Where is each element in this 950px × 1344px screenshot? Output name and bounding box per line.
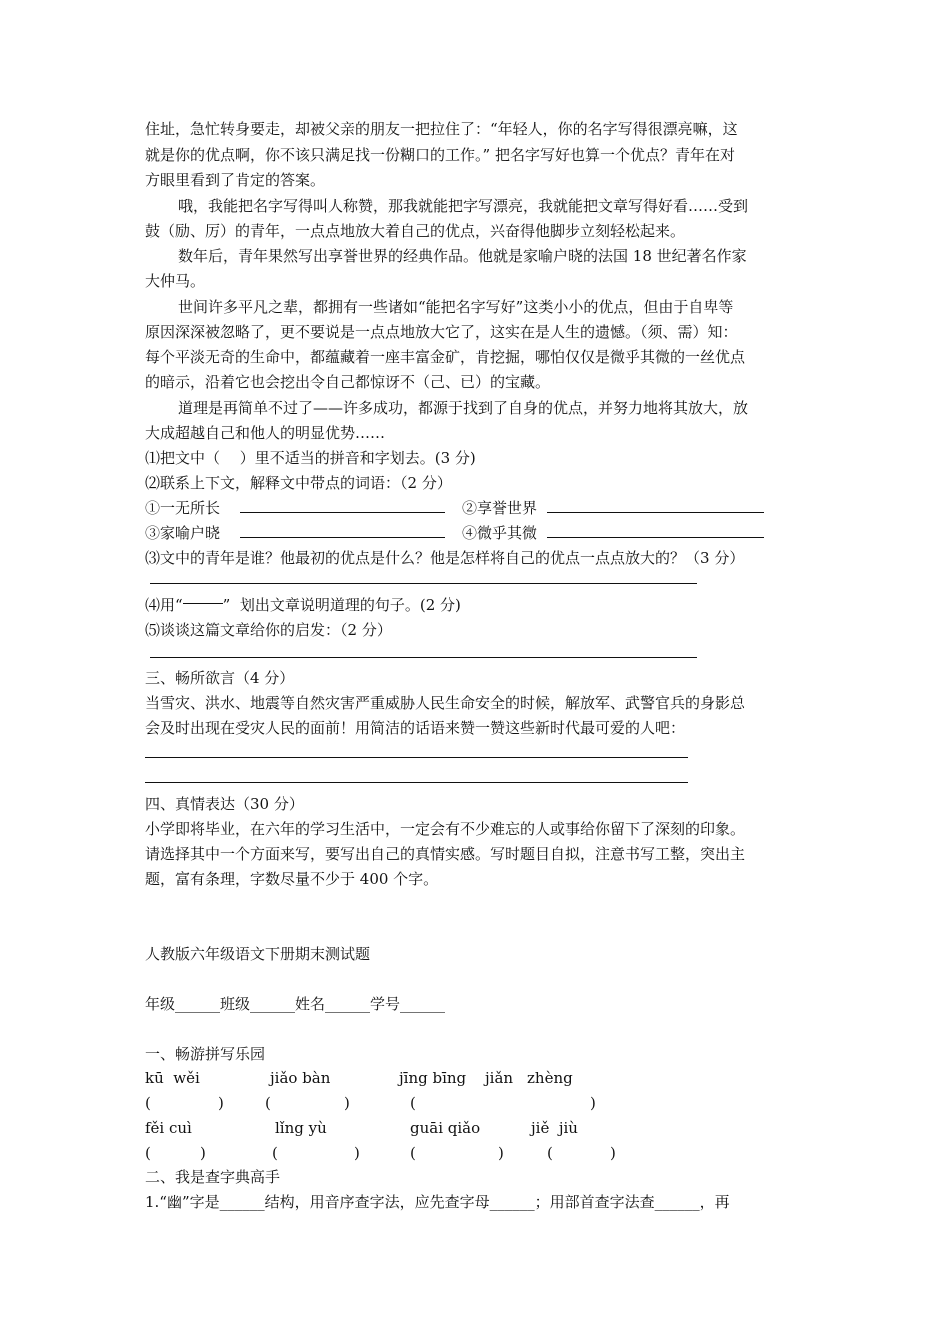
passage-line: 道理是再简单不过了——许多成功，都源于找到了自身的优点，并努力地将其放大，放 (178, 399, 749, 417)
passage-line: 每个平淡无奇的生命中，都蕴藏着一座丰富金矿，肯挖掘，哪怕仅仅是微乎其微的一丝优点 (145, 348, 746, 366)
pinyin-item: fěi cuì (145, 1119, 192, 1137)
passage-line: 就是你的优点啊，你不该只满足找一份糊口的工作。” 把名字写好也算一个优点？青年在对 (145, 146, 735, 164)
question-3: ⑶文中的青年是谁？他最初的优点是什么？他是怎样将自己的优点一点点放大的？（3 分） (145, 549, 745, 567)
exam-info-line: 年级______班级______姓名______学号______ (145, 995, 446, 1013)
paren-close: ) (498, 1144, 504, 1162)
section-3-title: 三、畅所欲言（4 分） (145, 669, 295, 687)
answer-blank-q5[interactable] (150, 657, 697, 658)
passage-line: 大成超越自己和他人的明显优势…… (145, 424, 386, 442)
passage-line: 大仲马。 (145, 272, 206, 290)
paren-close: ) (590, 1094, 596, 1112)
question-4 (145, 595, 461, 615)
answer-blank-word-3[interactable] (240, 537, 445, 538)
paren-close: ) (200, 1144, 206, 1162)
paren-open: ( (410, 1094, 416, 1112)
word-3: ③家喻户晓 (145, 524, 221, 542)
section-4-title: 四、真情表达（30 分） (145, 795, 304, 813)
section-3-line: 会及时出现在受灾人民的面前！用简洁的话语来赞一赞这些新时代最可爱的人吧： (145, 719, 686, 737)
word-1: ①一无所长 (145, 499, 221, 517)
pinyin-item: kū wěi (145, 1069, 200, 1087)
paren-close: ) (354, 1144, 360, 1162)
question-2: ⑵联系上下文，解释文中带点的词语：（2 分） (145, 474, 452, 492)
pinyin-item: lǐng yù (275, 1119, 327, 1137)
q4-suffix: ” 划出文章说明道理的句子。(2 分) (222, 596, 461, 614)
paren-open: ( (272, 1144, 278, 1162)
paren-close: ) (344, 1094, 350, 1112)
word-2: ②享誉世界 (462, 499, 538, 517)
part-2-question-1: 1.“幽”字是______结构，用音序查字法，应先查字母______；用部首查字法查______，再 (145, 1193, 730, 1211)
section-4-line: 题，富有条理，字数尽量不少于 400 个字。 (145, 870, 439, 888)
answer-blank-q3[interactable] (150, 583, 697, 584)
passage-line: 数年后，青年果然写出享誉世界的经典作品。他就是家喻户晓的法国 18 世纪著名作家 (178, 247, 747, 265)
answer-blank-word-4[interactable] (547, 537, 764, 538)
paren-close: ) (218, 1094, 224, 1112)
word-4: ④微乎其微 (462, 524, 538, 542)
section-4-line: 小学即将毕业，在六年的学习生活中，一定会有不少难忘的人或事给你留下了深刻的印象。 (145, 820, 746, 838)
passage-line: 住址，急忙转身要走，却被父亲的朋友一把拉住了：“年轻人，你的名字写得很漂亮嘛，这 (145, 120, 738, 138)
paren-open: ( (410, 1144, 416, 1162)
answer-blank-s3-2[interactable] (145, 782, 688, 783)
paren-open: ( (145, 1144, 151, 1162)
pinyin-item: guāi qiǎo (410, 1119, 481, 1137)
pinyin-item: zhèng (527, 1069, 573, 1087)
answer-blank-word-2[interactable] (547, 512, 764, 513)
paren-open: ( (265, 1094, 271, 1112)
passage-line: 方眼里看到了肯定的答案。 (145, 171, 326, 189)
pinyin-item: jīng bīng (399, 1069, 467, 1087)
wavy-line-icon (183, 603, 223, 604)
question-5: ⑸谈谈这篇文章给你的启发：（2 分） (145, 621, 392, 639)
answer-blank-word-1[interactable] (240, 512, 445, 513)
exam-title: 人教版六年级语文下册期末测试题 (145, 945, 371, 963)
paren-close: ) (610, 1144, 616, 1162)
section-4-line: 请选择其中一个方面来写，要写出自己的真情实感。写时题目自拟，注意书写工整，突出主 (145, 845, 746, 863)
section-3-line: 当雪灾、洪水、地震等自然灾害严重威胁人民生命安全的时候，解放军、武警官兵的身影总 (145, 694, 746, 712)
question-1: ⑴把文中（ ）里不适当的拼音和字划去。(3 分) (145, 449, 476, 467)
paren-open: ( (145, 1094, 151, 1112)
paren-open: ( (547, 1144, 553, 1162)
pinyin-item: jiǎo bàn (270, 1069, 331, 1087)
part-1-title: 一、畅游拼写乐园 (145, 1045, 266, 1063)
passage-line: 哦，我能把名字写得叫人称赞，那我就能把字写漂亮，我就能把文章写得好看……受到 (178, 197, 749, 215)
answer-blank-s3-1[interactable] (145, 757, 688, 758)
passage-line: 世间许多平凡之辈，都拥有一些诸如“能把名字写好”这类小小的优点，但由于自卑等 (178, 298, 734, 316)
pinyin-item: jiǎn (485, 1069, 514, 1087)
passage-line: 鼓（励、厉）的青年，一点点地放大着自己的优点，兴奋得他脚步立刻轻松起来。 (145, 222, 686, 240)
q4-prefix: ⑷用“ (145, 596, 183, 614)
pinyin-item: jiě jiù (531, 1119, 578, 1137)
passage-line: 的暗示，沿着它也会挖出令自己都惊讶不（己、已）的宝藏。 (145, 373, 551, 391)
part-2-title: 二、我是查字典高手 (145, 1168, 281, 1186)
passage-line: 原因深深被忽略了，更不要说是一点点地放大它了，这实在是人生的遗憾。（须、需）知： (145, 323, 738, 341)
